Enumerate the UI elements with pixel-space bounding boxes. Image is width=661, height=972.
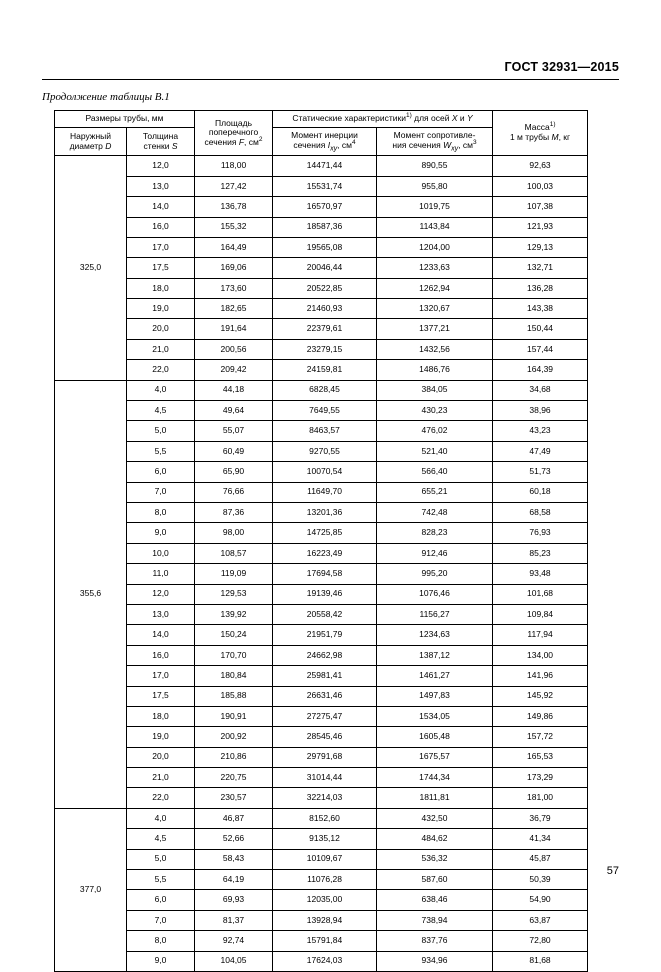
cell-area: 46,87 bbox=[195, 808, 273, 828]
cell-area: 58,43 bbox=[195, 849, 273, 869]
cell-inertia: 17694,58 bbox=[273, 564, 377, 584]
cell-resistance: 1204,00 bbox=[377, 237, 493, 257]
cell-inertia: 26631,46 bbox=[273, 686, 377, 706]
cell-wall-thickness: 22,0 bbox=[127, 360, 195, 380]
cell-wall-thickness: 8,0 bbox=[127, 931, 195, 951]
cell-inertia: 17624,03 bbox=[273, 951, 377, 971]
cell-wall-thickness: 18,0 bbox=[127, 706, 195, 726]
cell-mass: 45,87 bbox=[493, 849, 588, 869]
cell-mass: 173,29 bbox=[493, 768, 588, 788]
cell-resistance: 1320,67 bbox=[377, 299, 493, 319]
cell-area: 64,19 bbox=[195, 870, 273, 890]
cell-resistance: 476,02 bbox=[377, 421, 493, 441]
cell-area: 65,90 bbox=[195, 462, 273, 482]
cell-resistance: 1143,84 bbox=[377, 217, 493, 237]
header-col-resistance: Момент сопротивле- ния сечения $W_{xy}$, $см^3$ bbox=[377, 127, 493, 156]
table-row bbox=[55, 829, 588, 849]
cell-inertia: 20522,85 bbox=[273, 278, 377, 298]
cell-area: 150,24 bbox=[195, 625, 273, 645]
cell-resistance: 638,46 bbox=[377, 890, 493, 910]
cell-mass: 36,79 bbox=[493, 808, 588, 828]
cell-resistance: 742,48 bbox=[377, 502, 493, 522]
cell-wall-thickness: 20,0 bbox=[127, 747, 195, 767]
cell-area: 164,49 bbox=[195, 237, 273, 257]
table-row bbox=[55, 543, 588, 563]
table-header-row-groups bbox=[55, 111, 588, 128]
cell-area: 169,06 bbox=[195, 258, 273, 278]
cell-resistance: 655,21 bbox=[377, 482, 493, 502]
cell-resistance: 430,23 bbox=[377, 401, 493, 421]
cell-area: 127,42 bbox=[195, 176, 273, 196]
cell-inertia: 8152,60 bbox=[273, 808, 377, 828]
table-row bbox=[55, 768, 588, 788]
cell-area: 129,53 bbox=[195, 584, 273, 604]
cell-wall-thickness: 17,0 bbox=[127, 666, 195, 686]
cell-mass: 68,58 bbox=[493, 502, 588, 522]
table-caption: Продолжение таблицы В.1 bbox=[42, 91, 170, 103]
cell-inertia: 6828,45 bbox=[273, 380, 377, 400]
table-row bbox=[55, 849, 588, 869]
table-row bbox=[55, 197, 588, 217]
cell-mass: 134,00 bbox=[493, 645, 588, 665]
cell-inertia: 8463,57 bbox=[273, 421, 377, 441]
table-row bbox=[55, 910, 588, 930]
cell-resistance: 1461,27 bbox=[377, 666, 493, 686]
cell-area: 60,49 bbox=[195, 441, 273, 461]
table-row bbox=[55, 604, 588, 624]
cell-inertia: 20046,44 bbox=[273, 258, 377, 278]
cell-resistance: 1076,46 bbox=[377, 584, 493, 604]
cell-mass: 165,53 bbox=[493, 747, 588, 767]
cell-area: 118,00 bbox=[195, 156, 273, 176]
cell-area: 209,42 bbox=[195, 360, 273, 380]
header-group-static bbox=[273, 111, 493, 128]
cell-inertia: 24159,81 bbox=[273, 360, 377, 380]
cell-wall-thickness: 14,0 bbox=[127, 197, 195, 217]
cell-inertia: 10070,54 bbox=[273, 462, 377, 482]
cell-mass: 93,48 bbox=[493, 564, 588, 584]
cell-inertia: 21951,79 bbox=[273, 625, 377, 645]
cell-area: 92,74 bbox=[195, 931, 273, 951]
cell-mass: 101,68 bbox=[493, 584, 588, 604]
table-row bbox=[55, 441, 588, 461]
cell-resistance: 738,94 bbox=[377, 910, 493, 930]
table-header bbox=[55, 111, 588, 156]
cell-inertia: 20558,42 bbox=[273, 604, 377, 624]
table-row bbox=[55, 706, 588, 726]
cell-mass: 72,80 bbox=[493, 931, 588, 951]
header-col-mass bbox=[493, 111, 588, 156]
cell-resistance: 587,60 bbox=[377, 870, 493, 890]
cell-resistance: 934,96 bbox=[377, 951, 493, 971]
cell-inertia: 15791,84 bbox=[273, 931, 377, 951]
cell-mass: 141,96 bbox=[493, 666, 588, 686]
table-row bbox=[55, 502, 588, 522]
cell-mass: 143,38 bbox=[493, 299, 588, 319]
header-divider bbox=[42, 79, 619, 80]
cell-wall-thickness: 18,0 bbox=[127, 278, 195, 298]
table-row bbox=[55, 176, 588, 196]
header-col-wall-thickness: Толщина стенки S bbox=[127, 127, 195, 156]
table-row bbox=[55, 156, 588, 176]
cell-wall-thickness: 7,0 bbox=[127, 482, 195, 502]
cell-wall-thickness: 22,0 bbox=[127, 788, 195, 808]
cell-inertia: 9270,55 bbox=[273, 441, 377, 461]
table-row bbox=[55, 421, 588, 441]
table-row bbox=[55, 462, 588, 482]
cell-area: 98,00 bbox=[195, 523, 273, 543]
cell-resistance: 521,40 bbox=[377, 441, 493, 461]
cell-area: 180,84 bbox=[195, 666, 273, 686]
cell-area: 210,86 bbox=[195, 747, 273, 767]
table-row bbox=[55, 237, 588, 257]
cell-resistance: 1605,48 bbox=[377, 727, 493, 747]
cell-area: 173,60 bbox=[195, 278, 273, 298]
cell-inertia: 13928,94 bbox=[273, 910, 377, 930]
cell-wall-thickness: 17,5 bbox=[127, 258, 195, 278]
cell-resistance: 995,20 bbox=[377, 564, 493, 584]
cell-resistance: 1744,34 bbox=[377, 768, 493, 788]
cell-mass: 149,86 bbox=[493, 706, 588, 726]
cell-wall-thickness: 13,0 bbox=[127, 604, 195, 624]
cell-mass: 47,49 bbox=[493, 441, 588, 461]
cell-resistance: 1377,21 bbox=[377, 319, 493, 339]
header-group-static-label: Статические характеристики bbox=[292, 113, 406, 123]
cell-mass: 107,38 bbox=[493, 197, 588, 217]
cell-wall-thickness: 12,0 bbox=[127, 156, 195, 176]
cell-inertia: 12035,00 bbox=[273, 890, 377, 910]
cell-inertia: 7649,55 bbox=[273, 401, 377, 421]
cell-wall-thickness: 5,0 bbox=[127, 849, 195, 869]
cell-wall-thickness: 5,5 bbox=[127, 441, 195, 461]
cell-area: 190,91 bbox=[195, 706, 273, 726]
table-row bbox=[55, 380, 588, 400]
table-body bbox=[55, 156, 588, 972]
cell-mass: 92,63 bbox=[493, 156, 588, 176]
cell-resistance: 1387,12 bbox=[377, 645, 493, 665]
table-row bbox=[55, 401, 588, 421]
cell-area: 200,56 bbox=[195, 339, 273, 359]
table-row bbox=[55, 666, 588, 686]
cell-mass: 38,96 bbox=[493, 401, 588, 421]
cell-wall-thickness: 9,0 bbox=[127, 523, 195, 543]
table-row bbox=[55, 278, 588, 298]
cell-inertia: 14471,44 bbox=[273, 156, 377, 176]
cell-wall-thickness: 9,0 bbox=[127, 951, 195, 971]
cell-wall-thickness: 17,5 bbox=[127, 686, 195, 706]
header-col-area bbox=[195, 111, 273, 156]
cell-inertia: 19565,08 bbox=[273, 237, 377, 257]
cell-mass: 157,44 bbox=[493, 339, 588, 359]
header-col-mass-tail: 1 м трубы M, кг bbox=[509, 132, 571, 143]
cell-mass: 164,39 bbox=[493, 360, 588, 380]
cell-wall-thickness: 6,0 bbox=[127, 462, 195, 482]
cell-wall-thickness: 19,0 bbox=[127, 727, 195, 747]
table-row bbox=[55, 727, 588, 747]
cell-mass: 109,84 bbox=[493, 604, 588, 624]
cell-inertia: 15531,74 bbox=[273, 176, 377, 196]
cell-area: 52,66 bbox=[195, 829, 273, 849]
cell-inertia: 28545,46 bbox=[273, 727, 377, 747]
cell-inertia: 22379,61 bbox=[273, 319, 377, 339]
cell-mass: 50,39 bbox=[493, 870, 588, 890]
cell-outer-diameter: 377,0 bbox=[55, 808, 127, 971]
cell-area: 49,64 bbox=[195, 401, 273, 421]
cell-wall-thickness: 21,0 bbox=[127, 339, 195, 359]
cell-wall-thickness: 11,0 bbox=[127, 564, 195, 584]
cell-area: 87,36 bbox=[195, 502, 273, 522]
cell-resistance: 432,50 bbox=[377, 808, 493, 828]
cell-inertia: 14725,85 bbox=[273, 523, 377, 543]
cell-resistance: 955,80 bbox=[377, 176, 493, 196]
cell-resistance: 484,62 bbox=[377, 829, 493, 849]
table-row bbox=[55, 808, 588, 828]
header-col-mass-label: Масса bbox=[524, 122, 550, 133]
table-row bbox=[55, 523, 588, 543]
cell-resistance: 1262,94 bbox=[377, 278, 493, 298]
cell-inertia: 18587,36 bbox=[273, 217, 377, 237]
cell-inertia: 32214,03 bbox=[273, 788, 377, 808]
cell-mass: 54,90 bbox=[493, 890, 588, 910]
cell-area: 136,78 bbox=[195, 197, 273, 217]
page-number: 57 bbox=[606, 865, 619, 877]
cell-inertia: 19139,46 bbox=[273, 584, 377, 604]
cell-resistance: 1497,83 bbox=[377, 686, 493, 706]
cell-inertia: 11649,70 bbox=[273, 482, 377, 502]
cell-area: 191,64 bbox=[195, 319, 273, 339]
cell-wall-thickness: 14,0 bbox=[127, 625, 195, 645]
table-row bbox=[55, 482, 588, 502]
table-row bbox=[55, 299, 588, 319]
cell-inertia: 23279,15 bbox=[273, 339, 377, 359]
cell-resistance: 837,76 bbox=[377, 931, 493, 951]
cell-resistance: 912,46 bbox=[377, 543, 493, 563]
cell-area: 230,57 bbox=[195, 788, 273, 808]
table-row bbox=[55, 747, 588, 767]
cell-resistance: 828,23 bbox=[377, 523, 493, 543]
cell-inertia: 11076,28 bbox=[273, 870, 377, 890]
cell-outer-diameter: 355,6 bbox=[55, 380, 127, 808]
cell-mass: 150,44 bbox=[493, 319, 588, 339]
cell-inertia: 31014,44 bbox=[273, 768, 377, 788]
cell-wall-thickness: 16,0 bbox=[127, 217, 195, 237]
table-row bbox=[55, 931, 588, 951]
cell-mass: 41,34 bbox=[493, 829, 588, 849]
table-row bbox=[55, 339, 588, 359]
cell-outer-diameter: 325,0 bbox=[55, 156, 127, 380]
cell-area: 155,32 bbox=[195, 217, 273, 237]
cell-mass: 85,23 bbox=[493, 543, 588, 563]
cell-inertia: 24662,98 bbox=[273, 645, 377, 665]
header-col-outer-diameter: Наружный диаметр D bbox=[55, 127, 127, 156]
cell-mass: 43,23 bbox=[493, 421, 588, 441]
cell-mass: 100,03 bbox=[493, 176, 588, 196]
table-row bbox=[55, 258, 588, 278]
cell-area: 76,66 bbox=[195, 482, 273, 502]
cell-mass: 145,92 bbox=[493, 686, 588, 706]
standard-header: ГОСТ 32931—2015 bbox=[504, 60, 619, 74]
table-row bbox=[55, 564, 588, 584]
cell-mass: 132,71 bbox=[493, 258, 588, 278]
table-row bbox=[55, 584, 588, 604]
cell-inertia: 10109,67 bbox=[273, 849, 377, 869]
cell-area: 108,57 bbox=[195, 543, 273, 563]
cell-resistance: 566,40 bbox=[377, 462, 493, 482]
cell-mass: 121,93 bbox=[493, 217, 588, 237]
table-row bbox=[55, 360, 588, 380]
cell-wall-thickness: 19,0 bbox=[127, 299, 195, 319]
cell-wall-thickness: 5,5 bbox=[127, 870, 195, 890]
cell-resistance: 384,05 bbox=[377, 380, 493, 400]
cell-inertia: 9135,12 bbox=[273, 829, 377, 849]
cell-wall-thickness: 12,0 bbox=[127, 584, 195, 604]
cell-wall-thickness: 4,5 bbox=[127, 401, 195, 421]
header-group-static-footnote: 1) bbox=[405, 112, 412, 120]
cell-wall-thickness: 16,0 bbox=[127, 645, 195, 665]
cell-wall-thickness: 4,5 bbox=[127, 829, 195, 849]
cell-mass: 63,87 bbox=[493, 910, 588, 930]
cell-mass: 129,13 bbox=[493, 237, 588, 257]
cell-wall-thickness: 7,0 bbox=[127, 910, 195, 930]
cell-wall-thickness: 10,0 bbox=[127, 543, 195, 563]
cell-mass: 76,93 bbox=[493, 523, 588, 543]
cell-mass: 51,73 bbox=[493, 462, 588, 482]
cell-inertia: 16570,97 bbox=[273, 197, 377, 217]
cell-wall-thickness: 17,0 bbox=[127, 237, 195, 257]
cell-inertia: 16223,49 bbox=[273, 543, 377, 563]
table-row bbox=[55, 870, 588, 890]
cell-wall-thickness: 6,0 bbox=[127, 890, 195, 910]
cell-wall-thickness: 20,0 bbox=[127, 319, 195, 339]
cell-area: 200,92 bbox=[195, 727, 273, 747]
cell-area: 44,18 bbox=[195, 380, 273, 400]
cell-wall-thickness: 4,0 bbox=[127, 808, 195, 828]
table-row bbox=[55, 951, 588, 971]
cell-wall-thickness: 5,0 bbox=[127, 421, 195, 441]
cell-mass: 157,72 bbox=[493, 727, 588, 747]
table-row bbox=[55, 645, 588, 665]
cell-resistance: 1156,27 bbox=[377, 604, 493, 624]
cell-resistance: 1233,63 bbox=[377, 258, 493, 278]
pipe-specification-table bbox=[54, 110, 588, 972]
cell-area: 139,92 bbox=[195, 604, 273, 624]
cell-resistance: 1019,75 bbox=[377, 197, 493, 217]
cell-mass: 81,68 bbox=[493, 951, 588, 971]
cell-wall-thickness: 21,0 bbox=[127, 768, 195, 788]
cell-resistance: 890,55 bbox=[377, 156, 493, 176]
cell-resistance: 1234,63 bbox=[377, 625, 493, 645]
cell-inertia: 27275,47 bbox=[273, 706, 377, 726]
cell-mass: 181,00 bbox=[493, 788, 588, 808]
cell-wall-thickness: 8,0 bbox=[127, 502, 195, 522]
cell-mass: 60,18 bbox=[493, 482, 588, 502]
cell-area: 104,05 bbox=[195, 951, 273, 971]
cell-area: 119,09 bbox=[195, 564, 273, 584]
header-col-mass-footnote: 1) bbox=[549, 121, 556, 129]
table-row bbox=[55, 319, 588, 339]
cell-area: 170,70 bbox=[195, 645, 273, 665]
cell-wall-thickness: 4,0 bbox=[127, 380, 195, 400]
cell-area: 81,37 bbox=[195, 910, 273, 930]
cell-resistance: 1486,76 bbox=[377, 360, 493, 380]
header-group-sizes: Размеры трубы, мм bbox=[55, 111, 195, 128]
cell-mass: 117,94 bbox=[493, 625, 588, 645]
cell-area: 69,93 bbox=[195, 890, 273, 910]
cell-inertia: 21460,93 bbox=[273, 299, 377, 319]
header-col-area-text: Площадь поперечного сечения F, $см^2$ bbox=[204, 117, 263, 148]
cell-resistance: 536,32 bbox=[377, 849, 493, 869]
cell-resistance: 1811,81 bbox=[377, 788, 493, 808]
header-col-inertia: Момент инерции сечения $I_{xy}$, $см^4$ bbox=[273, 127, 377, 156]
cell-area: 185,88 bbox=[195, 686, 273, 706]
cell-inertia: 25981,41 bbox=[273, 666, 377, 686]
table-row bbox=[55, 625, 588, 645]
cell-area: 182,65 bbox=[195, 299, 273, 319]
cell-resistance: 1534,05 bbox=[377, 706, 493, 726]
table-row bbox=[55, 890, 588, 910]
cell-wall-thickness: 13,0 bbox=[127, 176, 195, 196]
table-row bbox=[55, 686, 588, 706]
table-row bbox=[55, 788, 588, 808]
cell-mass: 136,28 bbox=[493, 278, 588, 298]
cell-area: 220,75 bbox=[195, 768, 273, 788]
cell-resistance: 1432,56 bbox=[377, 339, 493, 359]
cell-resistance: 1675,57 bbox=[377, 747, 493, 767]
cell-mass: 34,68 bbox=[493, 380, 588, 400]
cell-area: 55,07 bbox=[195, 421, 273, 441]
cell-inertia: 29791,68 bbox=[273, 747, 377, 767]
table-row bbox=[55, 217, 588, 237]
header-group-static-tail: для осей X и Y bbox=[411, 113, 473, 123]
cell-inertia: 13201,36 bbox=[273, 502, 377, 522]
